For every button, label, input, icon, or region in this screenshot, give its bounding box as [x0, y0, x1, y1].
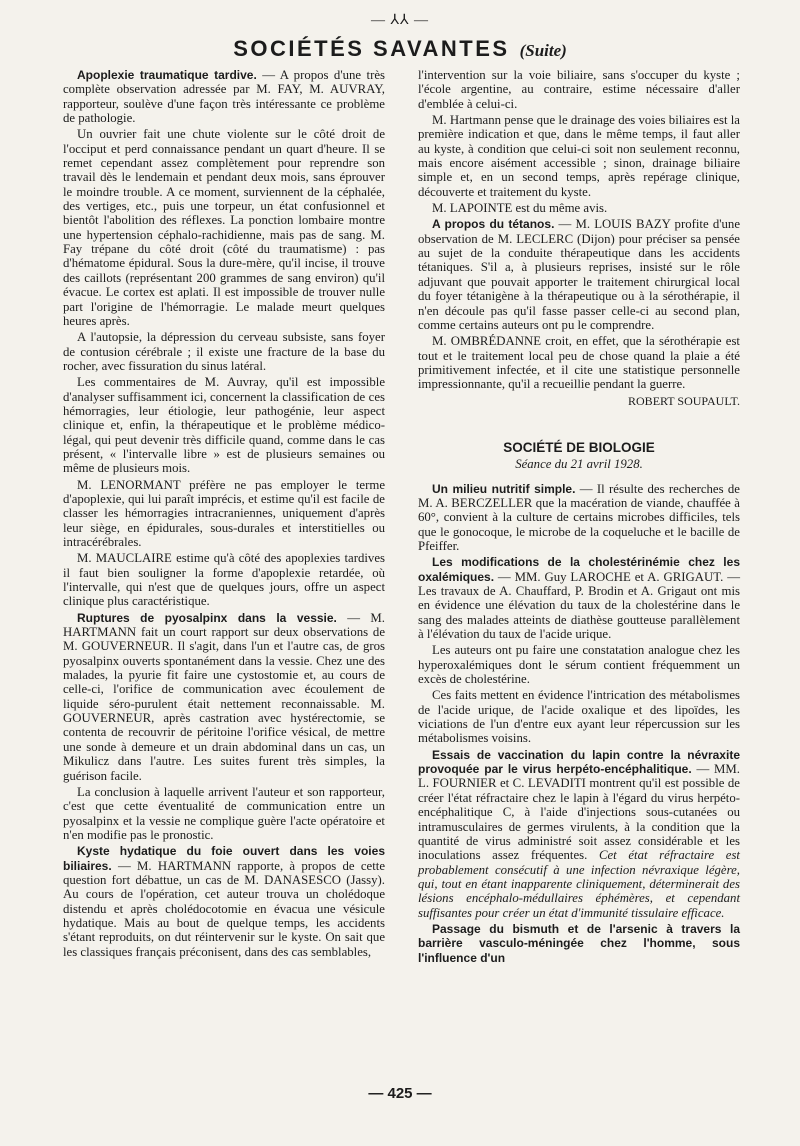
paragraph-lead: Essais de vaccination du lapin contre la névraxite provoquée par le virus herpéto-encéphalitique. [418, 747, 740, 777]
paragraph [418, 334, 740, 391]
paragraph-lead: A propos du tétanos. [432, 217, 555, 232]
paragraph-text: — M. LOUIS BAZY profite d'une observation de M. LECLERC (Dijon) pour préciser sa pensée au sujet de la conduite thérapeutique dans les accidents tétaniques. S'il a, à plusieurs reprises, insisté sur le rôle adjuvant que pouvait apporter le traitement chirurgical local du foyer tétanigène à la thérapeutique ou à la sérothérapie, il n'en découle pas qu'il fasse passer celle-ci au second plan, comme certains auteurs ont pu le comprendre. [418, 217, 740, 332]
paragraph [418, 643, 740, 686]
paragraph-text: — MM. L. FOURNIER et C. LEVADITI montrent qu'il est possible de créer l'état réfractaire chez le lapin à l'égard du virus herpéto-encéphalitique C, à l'aide d'injections sous-cutanées ou intramusculaires de germes virulents, à la condition que la quantité de virus administré soit assez considérable et les inoculations assez fréquentes. [418, 762, 740, 863]
paragraph-text: — M. HARTMANN fait un court rapport sur deux observations de M. GOUVERNEUR. Il s'agit, dans l'un et l'autre cas, de gros pyosalpinx ouverts spontanément dans la vessie. Chez une des malades, la pyurie fit faire une cystostomie et, au cours de celle-ci, l'orifice de communication avec écoulement de liquide séro-purulent était nettement reconnaissable. M. GOUVERNEUR, après castration avec hystérectomie, se contenta de recouvrir de péritoine l'orifice vésical, de mettre une sonde à demeure et un drain abdominal dans un cas, un Mikulicz dans l'autre. Les suites furent très simples, la guérison facile. [63, 610, 385, 783]
paragraph-text: M. Hartmann pense que le drainage des voies biliaires est la première indication et que, dans le même temps, il faut aller au kyste, à condition que celui-ci soit non seulement reconnu, mais encore aisément accessible ; sinon, drainage biliaire simple et, en un second temps, après repérage clinique, découverte et traitement du kyste. [418, 113, 740, 199]
paragraph-text: Ces faits mettent en évidence l'intrication des métabolismes de l'acide urique, de l'acide oxalique et des lipoïdes, les viciations de l'un d'entre eux ayant leur répercussion sur les métabolismes voisins. [418, 688, 740, 746]
paragraph [418, 688, 740, 745]
paragraph [63, 478, 385, 550]
paragraph [63, 551, 385, 608]
paragraph-lead: Passage du bismuth et de l'arsenic à travers la barrière vasculo-méningée chez l'homme, sous l'influence d'un [418, 921, 740, 965]
paragraph [418, 217, 740, 332]
paragraph-text: — MM. Guy LAROCHE et A. GRIGAUT. — Les travaux de A. Chauffard, P. Brodin et A. Grigaut ont mis en évidence une élévation du taux de la cholestérine dans le sang des malades atteints de diathèse goutteuse parallèlement à l'élévation du taux de l'acide urique. [418, 569, 740, 642]
paragraph-lead: Un milieu nutritif simple. [432, 481, 576, 496]
paragraph-text: Les commentaires de M. Auvray, qu'il est impossible d'analyser suffisamment ici, concernent la classification de ces hémorragies, leur étiologie, leur pathogénie, leur aspect clinique et, enfin, la thérapeutique et le problème médico-légal, qui peut devenir très difficile quand, comme dans le cas présent, « l'intervalle libre » est de plusieurs semaines ou même de plusieurs mois. [63, 375, 385, 476]
paragraph-text: M. MAUCLAIRE estime qu'à côté des apoplexies tardives il faut bien souligner la forme d'apoplexie retardée, où l'intervalle, qui n'est que de quelques jours, offre un aspect clinique plus caractéristique. [63, 551, 385, 609]
paragraph [418, 113, 740, 199]
paragraph-italic: Cet état réfractaire est probablement consécutif à une infection névraxique légère, qui, tout en étant inapparente cliniquement, déterminerait des lésions encéphalo-médullaires éphémères, et cependant suffisantes pour créer un état d'immunité tissulaire efficace. [418, 848, 740, 920]
section-title: SOCIÉTÉ DE BIOLOGIE [503, 439, 655, 455]
paragraph-text: M. OMBRÉDANNE croit, en effet, que la sérothérapie est tout et le traitement local peu de chose quand la plaie a été primitivement infectée, et il cite une statistique personnelle impressionnante, qu'il a recueillie pendant la guerre. [418, 334, 740, 392]
paragraph [63, 330, 385, 373]
paragraph-lead: Kyste hydatique du foie ouvert dans les voies biliaires. [63, 844, 385, 873]
paragraph [63, 375, 385, 475]
paragraph [418, 201, 740, 215]
paragraph [418, 555, 740, 641]
biologie-body [418, 482, 740, 965]
signature: ROBERT SOUPAULT. [628, 393, 740, 408]
paragraph [418, 482, 740, 554]
paragraph-text: — Il résulte des recherches de M. A. BERCZELLER que la macération de viande, chauffée à 60°, convient à la culture de certains microbes difficiles, tels que le gonocoque, le microbe de la coqueluche et le bacille de Pfeiffer. [418, 481, 740, 553]
heading-title: SOCIÉTÉS SAVANTES [233, 36, 510, 61]
paragraph [63, 611, 385, 783]
right-column [418, 68, 740, 967]
paragraph [418, 68, 740, 111]
page-heading [0, 36, 800, 62]
paragraph-text: M. LAPOINTE est du même avis. [432, 201, 608, 216]
paragraph-lead: Apoplexie traumatique tardive. [77, 68, 257, 82]
paragraph [418, 748, 740, 920]
paragraph [63, 127, 385, 328]
paragraph-text: La conclusion à laquelle arrivent l'auteur et son rapporteur, c'est que cette éventualité de communication entre un pyosalpinx et la vessie ne complique guère l'acte opératoire et n'en modifie pas le pronostic. [63, 784, 385, 842]
paragraph [63, 844, 385, 959]
paragraph-text: A l'autopsie, la dépression du cerveau subsiste, sans foyer de contusion cérébrale ; il existe une fracture de la base du rocher, avec fissuration du sinus latéral. [63, 330, 385, 373]
paragraph-text: l'intervention sur la voie biliaire, sans s'occuper du kyste ; l'école argentine, au contraire, estime nécessaire d'aller d'emblée à celui-ci. [418, 68, 740, 111]
paragraph [63, 68, 385, 125]
paragraph-text: — M. HARTMANN rapporte, à propos de cette question fort débattue, un cas de M. DANASESCO (Jassy). Au cours de l'opération, cet auteur trouva un cholédoque distendu et après cholédocotomie en évacua une vésicule hydatique. Mais au bout de quelque temps, les accidents s'étant reproduits, on dut réintervenir sur le kyste. On sait que les classiques français préconisent, dans des cas semblables, [63, 858, 385, 959]
paragraph-lead: Ruptures de pyosalpinx dans la vessie. [77, 610, 337, 625]
header-ornament: — ⅄⅄ — [370, 13, 430, 28]
heading-suffix: (Suite) [519, 41, 567, 60]
paragraph-text: Les auteurs ont pu faire une constatation analogue chez les hyperoxalémiques dont le sérum contient fréquemment un excès de cholestérine. [418, 643, 740, 687]
paragraph-text: — A propos d'une très complète observation adressée par M. FAY, M. AUVRAY, rapporteur, soulève d'une façon très intéressante ce problème de pathologie. [63, 68, 385, 126]
left-column [63, 68, 385, 961]
paragraph [63, 785, 385, 842]
page-number: — 425 — [368, 1085, 432, 1102]
paragraph-text: M. LENORMANT préfère ne pas employer le terme d'apoplexie, qui lui paraît imprécis, et estime qu'il est facile de classer les hémorragies intracraniennes, uniquement d'après leur siège, en épidurales, sous-durales et interstitielles ou intracérébrales. [63, 477, 385, 549]
right-column-body [418, 68, 740, 392]
paragraph [418, 922, 740, 965]
paragraph-text: Un ouvrier fait une chute violente sur le côté droit de l'occiput et perd connaissance pendant un quart d'heure. Il se remet cependant assez complètement pour reprendre son travail dès le lendemain et pendant deux mois, sans éprouver le moindre trouble. A ce moment, surviennent de la céphalée, des vertiges, etc., puis une torpeur, un état confusionnel et bientôt l'abolition des réflexes. La ponction lombaire montre une hypertension céphalo-rachidienne, mais pas de sang. M. Fay trépane du côté droit (côté du traumatisme) : pas d'hématome épidural. Sous la dure-mère, qu'il incise, il trouve des caillots (représentant 200 grammes de sang environ) qu'il évacue. Le cortex est aplati. Il est impossible de trouver nulle part l'origine de l'hémorragie. Le malade meurt quelques heures après. [63, 127, 385, 328]
section-date: Séance du 21 avril 1928. [515, 457, 643, 472]
paragraph-lead: Les modifications de la cholestérinémie chez les oxalémiques. [418, 555, 740, 584]
